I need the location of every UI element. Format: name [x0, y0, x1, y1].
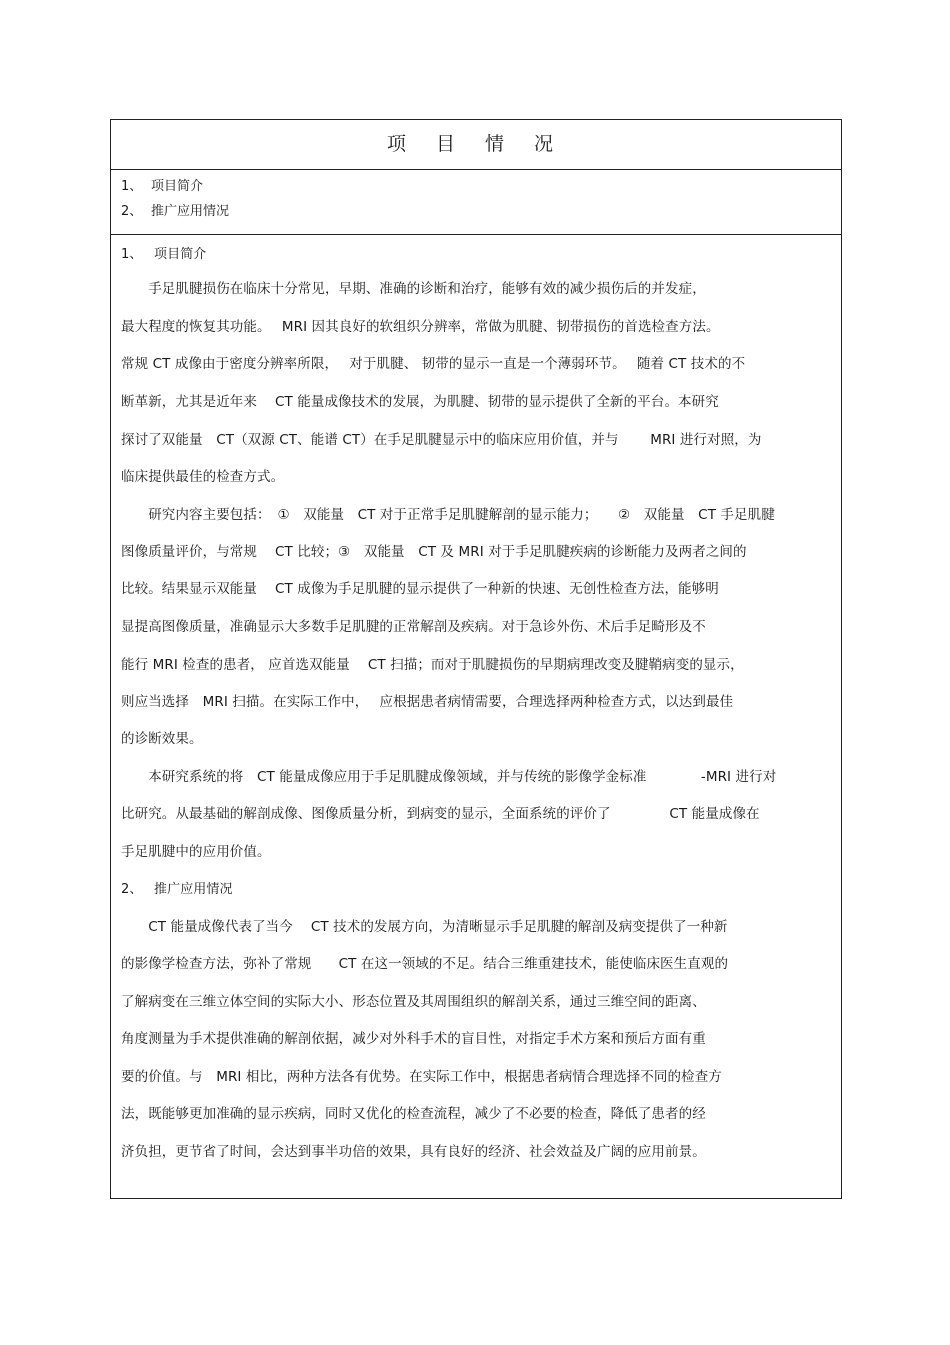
paragraph-line: 本研究系统的将 CT 能量成像应用于手足肌腱成像领域，并与传统的影像学金标准 -MRI 进行对 [121, 769, 777, 785]
paragraph-line: 最大程度的恢复其功能。 MRI 因其良好的软组织分辨率，常做为肌腱、韧带损伤的首选检查方法。 [121, 319, 720, 335]
section-number: 2、 [121, 882, 143, 897]
section-heading [121, 878, 233, 897]
project-table [110, 119, 842, 1199]
paragraph-line: 的诊断效果。 [121, 731, 203, 747]
section-number: 1、 [121, 247, 143, 262]
paragraph-line: 常规 CT 成像由于密度分辨率所限， 对于肌腱、 韧带的显示一直是一个薄弱环节。 随着 CT 技术的不 [121, 356, 746, 372]
paragraph-line: 比研究。从最基础的解剖成像、图像质量分析，到病变的显示，全面系统的评价了 CT 能量成像在 [121, 806, 760, 822]
paragraph-line: 要的价值。与 MRI 相比，两种方法各有优势。在实际工作中，根据患者病情合理选择不同的检查方 [121, 1069, 722, 1085]
toc-number: 2、 [121, 204, 143, 219]
paragraph-line: 角度测量为手术提供准确的解剖依据，减少对外科手术的盲目性，对指定手术方案和预后方面有重 [121, 1031, 706, 1047]
toc-item [121, 200, 229, 219]
section-title: 推广应用情况 [154, 882, 233, 897]
paragraph-line: 图像质量评价，与常规 CT 比较；③ 双能量 CT 及 MRI 对于手足肌腱疾病的诊断能力及两者之间的 [121, 544, 747, 560]
toc-label: 项目简介 [151, 179, 204, 194]
paragraph-line: 断革新，尤其是近年来 CT 能量成像技术的发展，为肌腱、韧带的显示提供了全新的平台。本研究 [121, 394, 719, 410]
toc-label: 推广应用情况 [151, 204, 230, 219]
paragraph-line: 探讨了双能量 CT（双源 CT、能谱 CT）在手足肌腱显示中的临床应用价值，并与 MRI 进行对照，为 [121, 432, 762, 448]
paragraph-line: 手足肌腱中的应用价值。 [121, 844, 271, 860]
section-heading [121, 243, 206, 262]
paragraph-line: 显提高图像质量，准确显示大多数手足肌腱的正常解剖及疾病。对于急诊外伤、术后手足畸形及不 [121, 619, 706, 635]
toc-number: 1、 [121, 179, 143, 194]
paragraph-line: 济负担，更节省了时间，会达到事半功倍的效果，具有良好的经济、社会效益及广阔的应用前景。 [121, 1144, 706, 1160]
paragraph-line: 临床提供最佳的检查方式。 [121, 469, 285, 485]
paragraph-line: 手足肌腱损伤在临床十分常见，早期、准确的诊断和治疗，能够有效的减少损伤后的并发症， [121, 281, 706, 297]
paragraph-line: 法，既能够更加准确的显示疾病，同时又优化的检查流程，减少了不必要的检查，降低了患者的经 [121, 1106, 706, 1122]
paragraph-line: 了解病变在三维立体空间的实际大小、形态位置及其周围组织的解剖关系，通过三维空间的距离、 [121, 994, 706, 1010]
paragraph-line: 能行 MRI 检查的患者， 应首选双能量 CT 扫描；而对于肌腱损伤的早期病理改变及腱鞘病变的显示， [121, 657, 744, 673]
toc-item [121, 175, 203, 194]
paragraph-line: 研究内容主要包括： ① 双能量 CT 对于正常手足肌腱解剖的显示能力； ② 双能量 CT 手足肌腱 [121, 507, 775, 523]
section-title: 项目简介 [154, 247, 207, 262]
table-of-contents [111, 170, 841, 235]
paragraph-line: 则应当选择 MRI 扫描。在实际工作中， 应根据患者病情需要，合理选择两种检查方式，以达到最佳 [121, 694, 734, 710]
paragraph-line: 比较。结果显示双能量 CT 成像为手足肌腱的显示提供了一种新的快速、无创性检查方法，能够明 [121, 581, 719, 597]
paragraph-line: 的影像学检查方法，弥补了常规 CT 在这一领域的不足。结合三维重建技术，能使临床医生直观的 [121, 956, 729, 972]
table-title: 项 目 情 况 [111, 120, 841, 170]
paragraph-line: CT 能量成像代表了当今 CT 技术的发展方向，为清晰显示手足肌腱的解剖及病变提供了一种新 [121, 919, 728, 935]
